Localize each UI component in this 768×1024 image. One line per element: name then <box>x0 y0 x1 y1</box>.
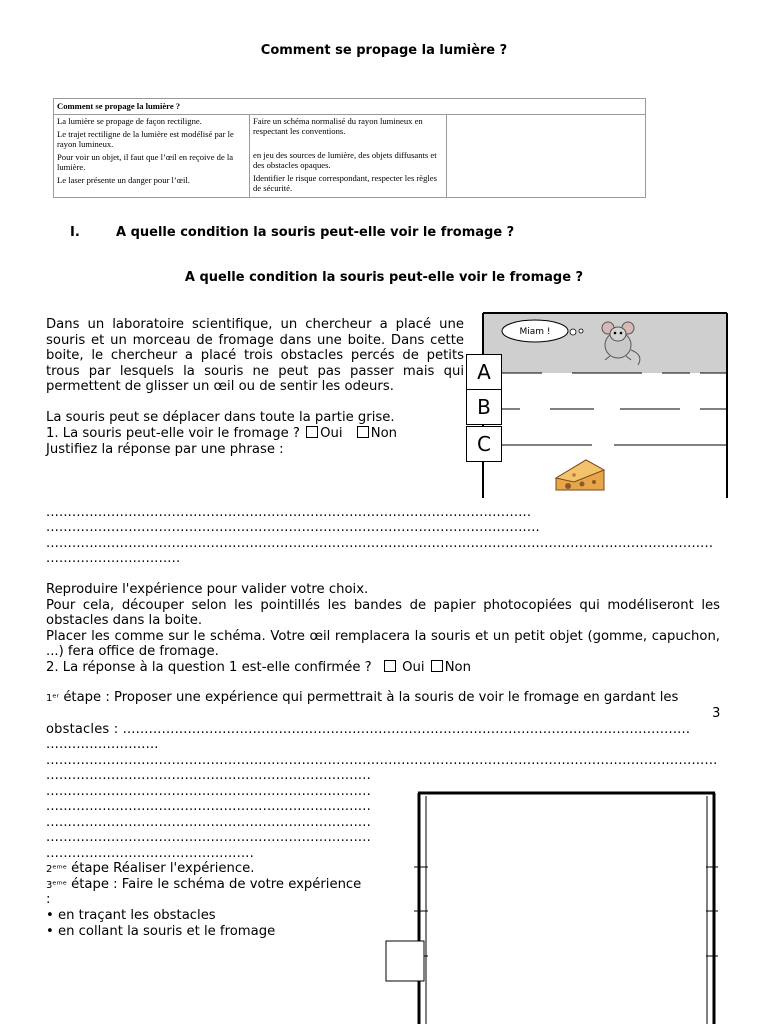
question-1 <box>46 426 466 442</box>
table-cell: Faire un schéma normalisé du rayon lumineux en respectant les conventions. <box>253 116 423 136</box>
bullet-icon: • <box>46 908 54 923</box>
section-title: A quelle condition la souris peut-elle voir le fromage ? <box>116 225 515 240</box>
step-2 <box>46 861 254 878</box>
step-1-line[interactable]: .......................... <box>46 737 159 752</box>
option-non-2-label: Non <box>444 660 471 675</box>
table-cell: Le laser présente un danger pour l’œil. <box>57 175 190 185</box>
checkbox-oui[interactable] <box>306 426 318 438</box>
step-1-line[interactable]: ........................................................................... <box>46 784 371 799</box>
experiment-figure <box>462 310 730 500</box>
question-2-text: 2. La réponse à la question 1 est-elle confirmée ? <box>46 660 372 675</box>
step-1-line[interactable]: ........................................................................................................................................................... <box>46 753 718 768</box>
bullet-item <box>46 908 216 924</box>
option-oui-label: Oui <box>320 426 343 441</box>
answer-line[interactable]: .................................................................................................................. <box>46 520 540 535</box>
reproduce-line: Placer les comme sur le schéma. Votre œil remplacera la souris et un petit objet (gomme, capuchon, ...) fera office de fromage. <box>46 628 720 660</box>
table-cell: La lumière se propage de façon rectiligne. <box>57 116 202 126</box>
question-1-text: 1. La souris peut-elle voir le fromage ? <box>46 426 300 441</box>
grey-zone-text: La souris peut se déplacer dans toute la partie grise. <box>46 410 395 425</box>
checkbox-oui-2[interactable] <box>384 660 396 672</box>
table-cell: Le trajet rectiligne de la lumière est modélisé par le rayon lumineux. <box>57 129 234 149</box>
option-non-label: Non <box>370 426 398 441</box>
checkbox-non-2[interactable] <box>431 660 443 672</box>
label-c: C <box>466 426 502 462</box>
frame-walls <box>418 793 715 1024</box>
intro-paragraph: Dans un laboratoire scientifique, un chercheur a placé une souris et un morceau de fromage dans une boite. Dans cette boite, le chercheur a placé trois obstacles percés de petits trous par lesquels la souris ne peut pas passer mais qui permettent de glisser un œil ou de sentir les odeurs. <box>46 317 464 395</box>
justify-prompt: Justifiez la réponse par une phrase : <box>46 442 284 457</box>
step-3-marker: 3ᵉᵐᵉ <box>46 880 67 891</box>
section-number: I. <box>70 225 80 240</box>
step-1 <box>46 690 720 707</box>
step-1-marker: 1ᵉʳ <box>46 693 60 704</box>
bullet-icon: • <box>46 924 54 939</box>
label-a: A <box>466 354 502 390</box>
page-title: Comment se propage la lumière ? <box>260 43 508 58</box>
step-3-colon: : <box>46 892 51 907</box>
obstacles-line[interactable]: obstacles : ................................................................................................................................... <box>46 722 691 737</box>
reproduce-line: Reproduire l'expérience pour valider votre choix. <box>46 582 369 597</box>
page-number: 3 <box>712 706 721 721</box>
step-1-line[interactable]: ........................................................................... <box>46 815 371 830</box>
reproduce-line: Pour cela, découper selon les pointillés les bandes de papier photocopiées qui modéliseront les obstacles dans la boite. <box>46 597 720 629</box>
reproduce-paragraph <box>46 582 720 660</box>
step-1-line[interactable]: ................................................ <box>46 846 254 861</box>
checkbox-non[interactable] <box>357 426 369 438</box>
table-cell: en jeu des sources de lumière, des objets diffusants et des obstacles opaques. <box>253 150 437 170</box>
speech-text: Miam ! <box>519 327 551 337</box>
step-1-line[interactable]: ........................................................................... <box>46 799 371 814</box>
step-1-text: étape : Proposer une expérience qui permettrait à la souris de voir le fromage en gardant les <box>59 690 679 705</box>
step-1-line[interactable]: ........................................................................... <box>46 830 371 845</box>
bullet-item <box>46 924 275 940</box>
table-cell: Pour voir un objet, il faut que l’œil en reçoive de la lumière. <box>57 152 234 172</box>
section-heading <box>70 225 514 240</box>
answer-line[interactable]: ............................... <box>46 551 181 566</box>
reference-table <box>53 98 646 198</box>
subtitle: A quelle condition la souris peut-elle voir le fromage ? <box>184 270 584 285</box>
table-col-knowledge <box>54 115 250 198</box>
step-3 <box>46 877 361 894</box>
table-col-empty <box>447 115 646 198</box>
step-2-text: étape Réaliser l'expérience. <box>71 861 255 876</box>
table-col-skills <box>250 115 447 198</box>
table-cell: Identifier le risque correspondant, respecter les règles de sécurité. <box>253 173 437 193</box>
bullet-text: en collant la souris et le fromage <box>57 924 276 939</box>
answer-line[interactable]: .......................................................................................................................................................... <box>46 536 714 551</box>
step-1-line[interactable]: ........................................................................... <box>46 768 371 783</box>
cheese-icon <box>556 460 604 490</box>
option-oui-2-label: Oui <box>402 660 425 675</box>
drawing-frame[interactable] <box>384 788 724 1024</box>
table-header: Comment se propage la lumière ? <box>54 99 646 115</box>
small-box <box>386 941 424 981</box>
answer-line[interactable]: ................................................................................................................ <box>46 505 532 520</box>
frame-inner-lines <box>414 796 718 1024</box>
bullet-text: en traçant les obstacles <box>57 908 216 923</box>
step-3-text: étape : Faire le schéma de votre expérience <box>66 877 362 892</box>
question-2 <box>46 660 471 676</box>
step-2-marker: 2ᵉᵐᵉ <box>46 864 67 875</box>
label-b: B <box>466 389 502 425</box>
